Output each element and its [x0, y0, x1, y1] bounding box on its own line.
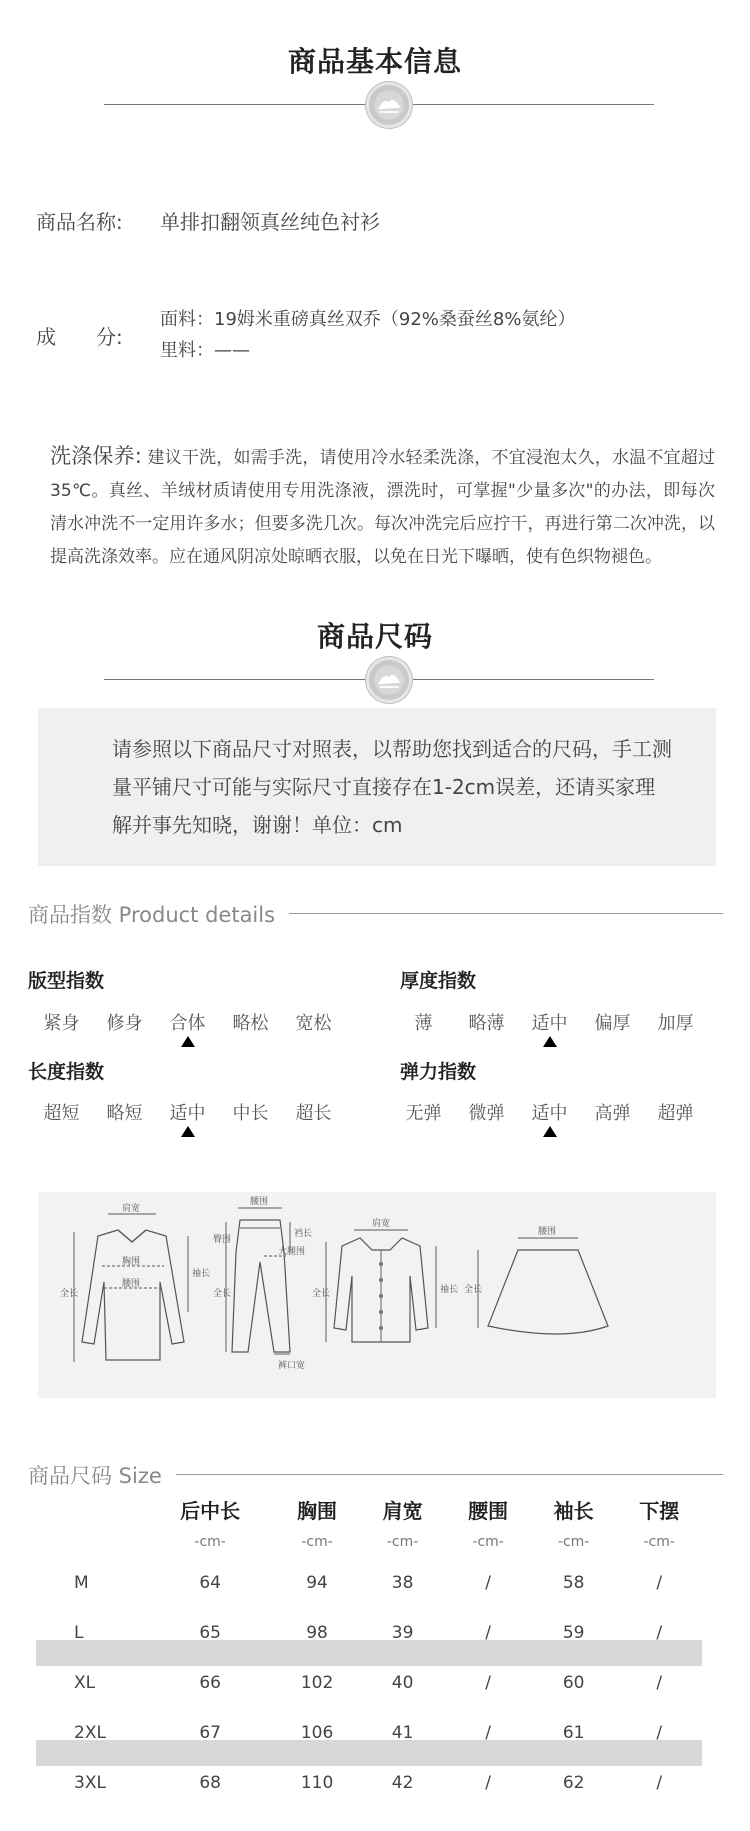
- dress-length-label: 全长: [60, 1289, 79, 1299]
- table-cell: 98: [306, 1623, 328, 1643]
- col-header: 下摆: [639, 1498, 680, 1523]
- skirt-length-label: 全长: [464, 1285, 483, 1295]
- col-header: 肩宽: [382, 1498, 423, 1523]
- pants-hip-label: 臀围: [213, 1235, 232, 1245]
- wash-care-body: 建议干洗，如需手洗，请使用冷水轻柔洗涤，不宜浸泡太久，水温不宜超过35℃。真丝、羊绒材质请使用专用洗涤液，漂洗时，可掌握"少量多次"的办法，即每次清水冲洗不一定用许多水；但要多洗几次。每次冲洗完后应拧干，再进行第二次冲洗，以提高洗涤效率。应在通风阴凉处晾晒衣服，以免在日光下曝晒，使有色织物褪色。: [50, 448, 715, 567]
- composition-label: 成 分:: [36, 325, 123, 349]
- table-cell: /: [485, 1573, 491, 1593]
- col-header: 后中长: [180, 1498, 241, 1523]
- table-cell: /: [656, 1723, 663, 1743]
- table-cell: 59: [562, 1623, 585, 1643]
- unit-label: -cm-: [557, 1534, 590, 1550]
- brand-seal-icon: [366, 82, 412, 128]
- wash-care-label: 洗涤保养:: [50, 444, 142, 468]
- pants-length-label: 全长: [213, 1289, 232, 1299]
- stretch-option: 超弹: [657, 1103, 694, 1124]
- size-table-heading: 商品尺码 Size: [28, 1460, 176, 1490]
- length-option-selected: 适中: [156, 1099, 219, 1125]
- size-cell: XL: [74, 1673, 96, 1693]
- table-cell: 42: [391, 1773, 414, 1793]
- size-col-header: [36, 1492, 146, 1526]
- fit-option: 宽松: [295, 1013, 332, 1034]
- thickness-option: 加厚: [657, 1013, 694, 1034]
- unit-label: -cm-: [472, 1534, 504, 1550]
- table-cell: /: [485, 1623, 491, 1643]
- table-row: [36, 1708, 702, 1758]
- table-cell: 66: [199, 1673, 221, 1693]
- shirt-sleeve-label: 袖长: [440, 1285, 459, 1295]
- basic-info-title: 商品基本信息: [287, 45, 462, 78]
- shirt-shoulder-label: 肩宽: [372, 1219, 391, 1229]
- stretch-index-scale: [392, 1099, 707, 1125]
- col-header: 袖长: [553, 1498, 594, 1523]
- selected-marker-icon: [543, 1126, 557, 1137]
- table-cell: 68: [199, 1773, 221, 1793]
- thickness-option-selected: 适中: [518, 1009, 581, 1035]
- table-cell: 38: [391, 1573, 414, 1593]
- table-cell: /: [656, 1673, 663, 1693]
- stretch-option: 无弹: [405, 1103, 442, 1124]
- size-cell: 2XL: [74, 1723, 106, 1743]
- length-option: 超长: [295, 1103, 332, 1124]
- selected-marker-icon: [543, 1036, 557, 1047]
- table-cell: 60: [562, 1673, 585, 1693]
- length-option: 略短: [106, 1103, 143, 1124]
- size-table: [36, 1492, 702, 1808]
- table-row: [36, 1608, 702, 1658]
- length-option: 中长: [232, 1103, 269, 1124]
- product-name-label: 商品名称:: [36, 210, 123, 234]
- size-notice-box: [38, 708, 716, 866]
- thickness-option: 薄: [414, 1013, 433, 1034]
- length-index-scale: [30, 1099, 345, 1125]
- table-cell: 39: [391, 1623, 414, 1643]
- table-cell: 110: [300, 1773, 334, 1793]
- thickness-index-scale: [392, 1009, 707, 1035]
- fit-option-selected: 合体: [156, 1009, 219, 1035]
- table-cell: /: [485, 1673, 491, 1693]
- size-cell: L: [74, 1623, 84, 1643]
- wash-care-text: [50, 440, 715, 574]
- thickness-index-title: 厚度指数: [400, 970, 477, 992]
- unit-label: -cm-: [194, 1534, 226, 1550]
- table-cell: 67: [199, 1723, 221, 1743]
- size-cell: M: [74, 1573, 89, 1593]
- fit-index-title: 版型指数: [28, 970, 105, 992]
- thickness-option: 略薄: [468, 1013, 505, 1034]
- length-index-title: 长度指数: [28, 1061, 105, 1083]
- fabric-line: 面料：19姆米重磅真丝双乔（92%桑蚕丝8%氨纶）: [160, 309, 576, 330]
- unit-label: -cm-: [386, 1534, 419, 1550]
- unit-label: -cm-: [301, 1534, 333, 1550]
- col-header: 腰围: [468, 1498, 509, 1523]
- col-header: 胸围: [297, 1498, 338, 1523]
- table-cell: 58: [562, 1573, 585, 1593]
- pants-hem-label: 裤口宽: [278, 1361, 306, 1371]
- pants-rise-label: 裆长: [294, 1229, 313, 1239]
- table-cell: 61: [562, 1723, 585, 1743]
- brand-seal-icon: [366, 657, 412, 703]
- details-heading-line: [258, 913, 723, 914]
- dress-waist-label: 腰围: [122, 1279, 141, 1289]
- shirt-length-label: 全长: [312, 1289, 331, 1299]
- table-cell: /: [656, 1573, 663, 1593]
- skirt-sketch-icon: [478, 1238, 608, 1334]
- table-cell: 64: [199, 1573, 221, 1593]
- stretch-option-selected: 适中: [518, 1099, 581, 1125]
- table-cell: 62: [562, 1773, 585, 1793]
- fit-option: 紧身: [43, 1013, 80, 1034]
- thickness-option: 偏厚: [594, 1013, 631, 1034]
- skirt-waist-label: 腰围: [538, 1227, 557, 1237]
- table-cell: 106: [300, 1723, 334, 1743]
- table-cell: 65: [199, 1623, 221, 1643]
- fit-option: 略松: [232, 1013, 269, 1034]
- selected-marker-icon: [181, 1126, 195, 1137]
- measurement-diagram: [38, 1192, 716, 1398]
- table-cell: 40: [391, 1673, 414, 1693]
- table-cell: /: [656, 1773, 663, 1793]
- selected-marker-icon: [181, 1036, 195, 1047]
- table-row: [36, 1758, 702, 1808]
- stretch-option: 微弹: [468, 1103, 505, 1124]
- pants-waist-label: 腰围: [250, 1197, 269, 1207]
- table-row: [36, 1658, 702, 1708]
- product-details-heading: 商品指数 Product details: [28, 899, 289, 929]
- pants-sketch-icon: [226, 1208, 290, 1354]
- table-cell: 94: [306, 1573, 328, 1593]
- dress-sleeve-label: 袖长: [192, 1269, 211, 1279]
- fit-index-scale: [30, 1009, 345, 1035]
- stretch-index-title: 弹力指数: [400, 1061, 477, 1083]
- pants-thigh-label: 大腿围: [278, 1247, 306, 1257]
- size-heading-line: [170, 1474, 723, 1475]
- size-cell: 3XL: [74, 1773, 106, 1793]
- size-section-title: 商品尺码: [316, 620, 433, 653]
- table-cell: 102: [300, 1673, 334, 1693]
- stretch-option: 高弹: [594, 1103, 631, 1124]
- length-option: 超短: [43, 1103, 80, 1124]
- lining-line: 里料：——: [160, 340, 250, 361]
- table-cell: /: [656, 1623, 663, 1643]
- size-notice-text: 请参照以下商品尺寸对照表，以帮助您找到适合的尺码，手工测量平铺尺寸可能与实际尺寸直接存在1-2cm误差，还请买家理解并事先知晓，谢谢！单位：cm: [112, 737, 672, 837]
- dress-chest-label: 胸围: [122, 1257, 141, 1267]
- dress-shoulder-label: 肩宽: [122, 1204, 141, 1214]
- table-cell: 41: [391, 1723, 414, 1743]
- product-name-value: 单排扣翻领真丝纯色衬衫: [160, 210, 380, 234]
- unit-label: -cm-: [643, 1534, 675, 1550]
- table-cell: /: [485, 1773, 491, 1793]
- shirt-sketch-icon: [326, 1230, 436, 1342]
- fit-option: 修身: [106, 1013, 143, 1034]
- table-cell: /: [485, 1723, 491, 1743]
- table-row: [36, 1558, 702, 1608]
